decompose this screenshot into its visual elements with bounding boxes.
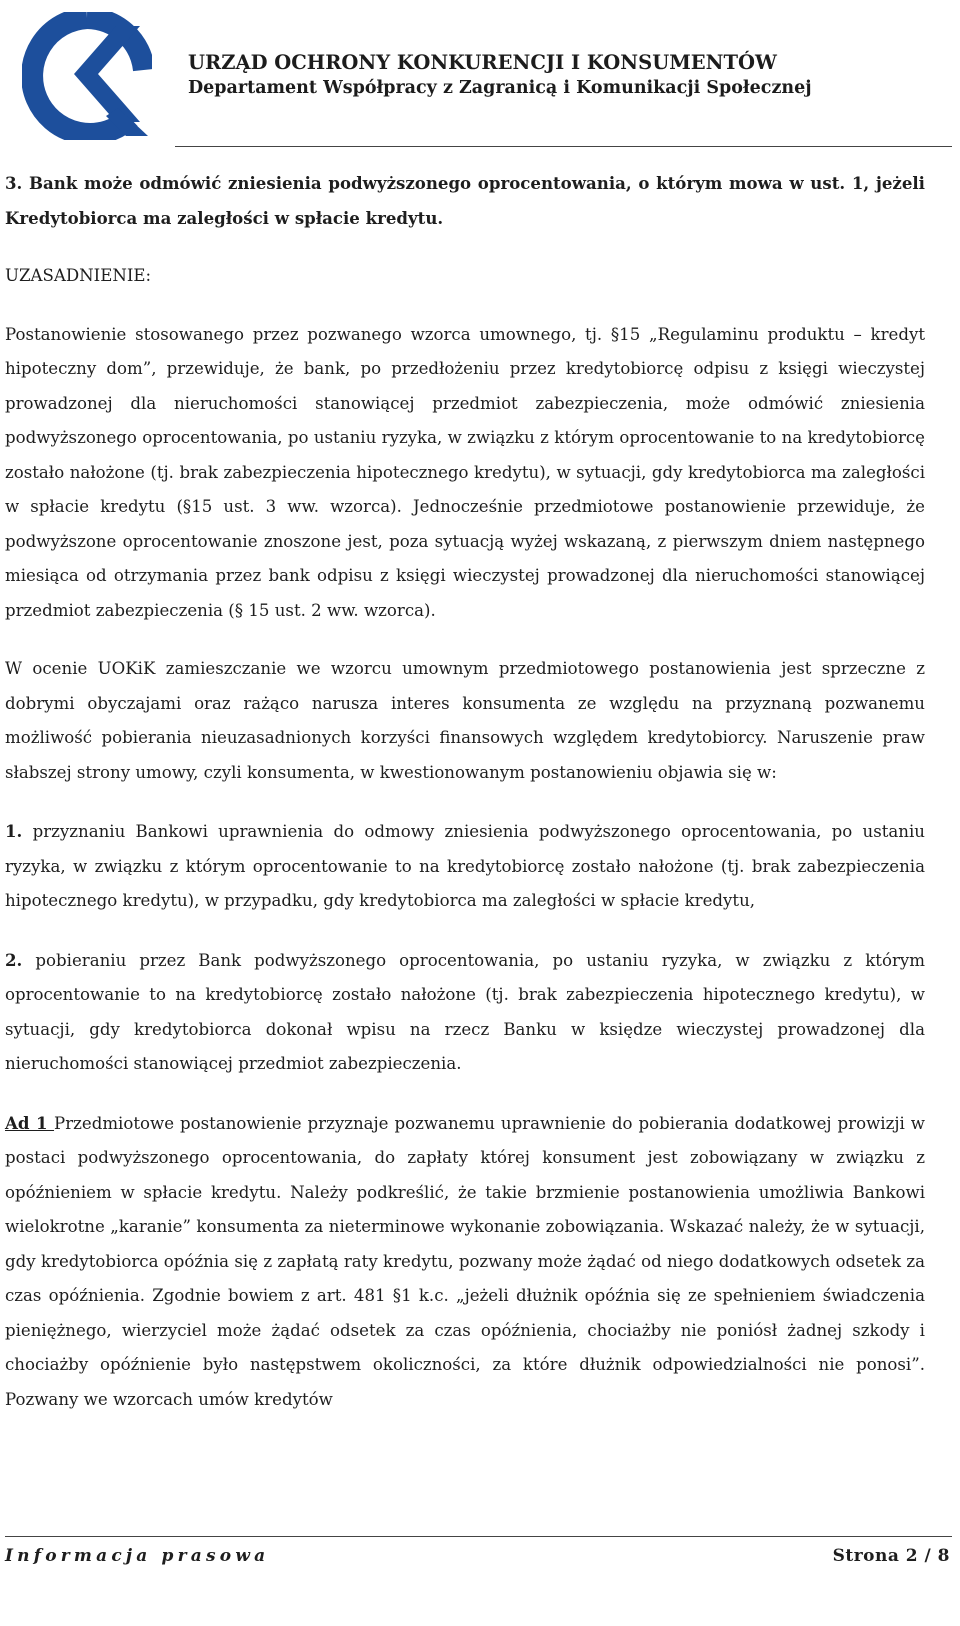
ad-1-text: Przedmiotowe postanowienie przyznaje pozwanemu uprawnienie do pobierania dodatkowej prowizji w postaci podwyższonego oprocentowania, do zapłaty której konsument jest zobowiązany w związku z opóźnieniem w spłacie kredytu. Należy podkreślić, że takie brzmienie postanowienia umożliwia Bankowi wielokrotne „karanie” konsumenta za nieterminowe wykonanie zobowiązania. Wskazać należy, że w sytuacji, gdy kredytobiorca opóźnia się z zapłatą raty kredytu, pozwany może żądać od niego dodatkowych odsetek za czas opóźnienia. Zgodnie bowiem z art. 481 §1 k.c. „jeżeli dłużnik opóźnia się ze spełnieniem świadczenia pieniężnego, wierzyciel może żądać odsetek za czas opóźnienia, chociażby nie poniósł żadnej szkody i chociażby opóźnienie było następstwem okoliczności, za które dłużnik odpowiedzialności nie ponosi”. Pozwany we wzorcach umów kredytów (5, 1113, 925, 1409)
point-1-number: 1. (5, 821, 23, 841)
paragraph-2: W ocenie UOKiK zamieszczanie we wzorcu umownym przedmiotowego postanowienia jest sprzeczne z dobrymi obyczajami oraz rażąco narusza interes konsumenta ze względu na przyznaną pozwanemu możliwość pobierania nieuzasadnionych korzyści finansowych względem kredytobiorcy. Naruszenie praw słabszej strony umowy, czyli konsumenta, w kwestionowanym postanowieniu objawia się w: (5, 659, 925, 782)
header (188, 50, 812, 100)
footer-divider (5, 1536, 952, 1537)
ad-1-paragraph (5, 1106, 925, 1418)
page-number: Strona 2 / 8 (832, 1546, 950, 1566)
justification-heading: UZASADNIENIE: (5, 266, 152, 285)
document-body (5, 166, 925, 1441)
point-1-text: przyznaniu Bankowi uprawnienia do odmowy zniesienia podwyższonego oprocentowania, po ustaniu ryzyka, w związku z którym oprocentowanie to na kredytobiorcę zostało nałożone (tj. brak zabezpieczenia hipotecznego kredytu), w przypadku, gdy kredytobiorca ma zaległości w spłacie kredytu, (5, 822, 925, 910)
organization-name: URZĄD OCHRONY KONKURENCJI I KONSUMENTÓW (188, 51, 777, 74)
uokik-logo-icon (22, 12, 152, 140)
point-2 (5, 943, 925, 1082)
quoted-clause: 3. Bank może odmówić zniesienia podwyższonego oprocentowania, o którym mowa w ust. 1, jeżeli Kredytobiorca ma zaległości w spłacie kredytu. (5, 173, 925, 228)
point-1 (5, 814, 925, 919)
department-name: Departament Współpracy z Zagranicą i Komunikacji Społecznej (188, 78, 812, 98)
footer-label: Informacja prasowa (5, 1546, 270, 1566)
point-2-text: pobieraniu przez Bank podwyższonego oprocentowania, po ustaniu ryzyka, w związku z którym oprocentowanie to na kredytobiorcę zostało nałożone (tj. brak zabezpieczenia hipotecznego kredytu), w sytuacji, gdy kredytobiorca dokonał wpisu na rzecz Banku w księdze wieczystej prowadzonej dla nieruchomości stanowiącej przedmiot zabezpieczenia. (5, 950, 925, 1073)
paragraph-1: Postanowienie stosowanego przez pozwanego wzorca umownego, tj. §15 „Regulaminu produktu – kredyt hipoteczny dom”, przewiduje, że bank, po przedłożeniu przez kredytobiorcę odpisu z księgi wieczystej prowadzonej dla nieruchomości stanowiącej przedmiot zabezpieczenia, może odmówić zniesienia podwyższonego oprocentowania, po ustaniu ryzyka, w związku z którym oprocentowanie to na kredytobiorcę zostało nałożone (tj. brak zabezpieczenia hipotecznego kredytu), w sytuacji, gdy kredytobiorca ma zaległości w spłacie kredytu (§15 ust. 3 ww. wzorca). Jednocześnie przedmiotowe postanowienie przewiduje, że podwyższone oprocentowanie znoszone jest, poza sytuacją wyżej wskazaną, z pierwszym dniem następnego miesiąca od otrzymania przez bank odpisu z księgi wieczystej prowadzonej dla nieruchomości stanowiącej przedmiot zabezpieczenia (§ 15 ust. 2 ww. wzorca). (5, 324, 925, 620)
header-divider (175, 146, 952, 147)
point-2-number: 2. (5, 949, 23, 970)
ad-1-label: Ad 1 (5, 1112, 55, 1133)
